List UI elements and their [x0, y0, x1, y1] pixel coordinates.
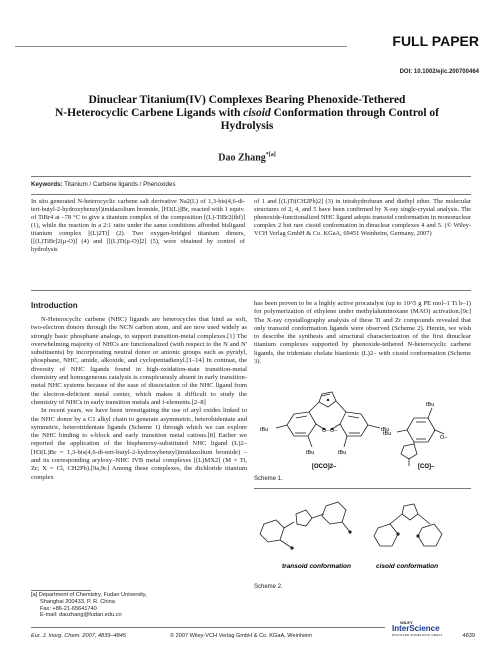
page-number: 4839: [462, 633, 475, 639]
footnote-line-1: [a] Department of Chemistry, Fudan University,: [31, 592, 147, 598]
keywords-label: Keywords:: [31, 181, 63, 188]
abstract-right-text: of 1 and [(L)Ti(CH2Ph)2] (3) in tetrahydrofuran and diethyl ether. The molecular structures of 2, 4, and 5 have been confirmed by X-ray single-crystal analysis. The phenoxide-functionalized NHC ligand adopts transoid conformation in mononuclear complex 2 but rare cisoid conformation in dinuclear complexes 4 and 5.: [254, 198, 471, 230]
scheme-1-caption: Scheme 1.: [254, 476, 283, 482]
right-phenyl-ring: [340, 412, 368, 436]
co-imidazole-ring: [401, 444, 417, 459]
title-line-2: N-Heterocyclic Carbene Ligands with cisoid Conformation through Control of: [55, 107, 439, 119]
tbu-label-4: tBu: [381, 427, 390, 433]
keywords-top-rule: [31, 176, 471, 177]
cisoid-label: cisoid conformation: [376, 563, 439, 570]
transoid-label: transoid conformation: [282, 563, 351, 570]
keywords-bottom-rule: [31, 194, 471, 195]
tbu-label-1: tBu: [260, 427, 269, 433]
footnote-line-2: Shanghai 200433, P. R. China: [40, 598, 115, 605]
header-rule: [15, 46, 347, 47]
scheme-1-rule: [254, 488, 471, 489]
intro-paragraph-2: In recent years, we have been investigating the use of aryl oxides linked to the NHC donor by a C1 alkyl chain to generate asymmetric, heterobidentate and symmetric, heterotridentate ligands (Scheme 1) through which we can explore the NHC binding to s-block and early transition metal cations.[8] Earlier we reported the application of the bisphenoxy-substituted NHC ligand (L)2– [H3(L)Br = 1,3-bis(4,6-di-tert-butyl-2-hydroxybenzyl)imidazolium bromide) – and its corresponding aryloxy–NHC IVB metal complexes [(L)MX2] (M = Ti, Zr; X = Cl, CH2Ph).[9a,9c] Among these complexes, the dichloride titanium complex: [31, 407, 247, 481]
footer-journal-citation: Eur. J. Inorg. Chem. 2007, 4839–4845: [31, 633, 126, 639]
transoid-ring-left: [260, 520, 284, 542]
wiley-interscience-logo[interactable]: [392, 620, 452, 637]
section-heading-introduction: Introduction: [31, 301, 78, 310]
scheme-1-label-oco: [OCO]2–: [312, 464, 337, 470]
scheme-1-label-co: [CO]–: [418, 464, 435, 470]
interscience-wordmark: InterScience: [392, 624, 440, 633]
introduction-body: [31, 316, 247, 590]
title-line-1: Dinuclear Titanium(IV) Complexes Bearing Phenoxide-Tethered: [88, 94, 406, 106]
title-line-3: Hydrolysis: [220, 120, 274, 132]
scheme-2-figure: [254, 494, 474, 574]
abstract-rule: [31, 290, 471, 291]
abstract-copyright: (© Wiley-VCH Verlag GmbH & Co. KGaA, 69451 Weinheim, Germany, 2007): [254, 222, 471, 238]
footnote-line-3: Fax: +86-21-65641740: [40, 605, 97, 612]
tbu-label-2: tBu: [306, 450, 315, 456]
cisoid-imidazole: [402, 504, 418, 520]
o-minus-left: O–: [322, 428, 330, 434]
article-title: [20, 94, 474, 133]
cisoid-ring-right: [418, 524, 442, 546]
footnote-rule: [31, 590, 91, 591]
keywords-list: Titanium / Carbene ligands / Phenoxides: [64, 181, 176, 188]
tbu-label-5: tBu: [426, 402, 435, 408]
footnote-email[interactable]: E-mail: daozhang@fudan.edu.cn: [40, 612, 122, 619]
wiley-wordmark: WILEY: [400, 620, 413, 625]
affiliation-footnote: [31, 592, 247, 619]
transoid-imidazole: [296, 510, 312, 526]
footer-copyright: © 2007 Wiley-VCH Verlag GmbH & Co. KGaA, Weinheim: [170, 633, 313, 639]
tbu-label-6: tBu: [383, 431, 392, 437]
scheme-1-figure: [254, 384, 474, 472]
author-name: Dao Zhang: [218, 152, 266, 164]
tbu-label-3: tBu: [338, 450, 347, 456]
scheme-2-caption: Scheme 2.: [254, 584, 283, 590]
cisoid-ring-left: [374, 524, 398, 546]
keywords: [31, 181, 471, 188]
footer-rule: [31, 627, 385, 628]
author-line: [20, 152, 474, 163]
interscience-tagline: DISCOVER SOMETHING GREAT: [392, 633, 443, 637]
o-minus-co: O–: [440, 435, 448, 441]
doi-link[interactable]: DOI: 10.1002/ejic.200700464: [399, 69, 479, 75]
intro-paragraph-1: N-Heterocyclic carbene (NHC) ligands are heterocycles that bind as soft, two-electron donors through the NCN carbon atom, and are now used widely as strongly basic phosphane analogs, to support transition-metal complexes.[1] The overwhelming majority of NHCs are functionalized (with respect to the N and N' substituents) by incorporating neutral donor or anionic groups such as pyridyl, phosphane, NHC, amide, alkoxide, and cyclopentadienyl.[1–14] In contrast, the diversity of NHC ligands found in high-oxidation-state transition-metal chemistry and homogeneous catalysis is conspicuously absent in early transition-metal NHC systems because of the ease of dissociation of the NHC ligand from the electron-deficient metal center, which makes it difficult to study the chemistry of NHCs in early transition metals and f-elements.[2–8]: [31, 316, 247, 406]
section-type-label: FULL PAPER: [392, 33, 479, 49]
abstract-right-column: [254, 198, 471, 278]
transoid-ring-right: [322, 502, 346, 524]
right-column-paragraph: has been proven to be a highly active procatalyst (up to 10^5 g PE mol–1 Ti h–1) for polymerization of ethylene under methylaluminoxane (MAO) activation.[9c] The X-ray crystallography analysis of these Ti and Zr compounds revealed that only transoid conformation ligands were observed (Scheme 2). Herein, we wish to describe the synthesis and structural characterization of the first dinuclear titanium complexes supported by phenoxide-tethered N-heterocyclic carbene ligands, the tridentate chelate bianionic (L)2– with cisoid conformation (Scheme 3).: [254, 300, 471, 366]
author-affiliation-marker[interactable]: *[a]: [265, 152, 276, 158]
left-phenyl-ring: [287, 412, 316, 436]
o-minus-right: O–: [330, 428, 338, 434]
abstract-left-column: In situ generated N-heterocyclic carbene salt derivative Na2(L) of 1,3-bis(4,6-di-tert-butyl-2-hydroxybenzyl)imidazolium bromide, [H3(L)]Br, reacted with 1 equiv. of TiBr4 at –78 °C to give a titanium complex of the composition [(L)-TiBr2(thf)] (1), while the reaction in a 2:1 ratio under the same conditions afforded bisligand titanium complex [(L)2Ti] (2). Two oxygen-bridged titanium dimers, [[(L)TiBr]2(μ-O)] (4) and [[(L)Ti(μ-O)]2] (5), were obtained by control of hydrolysis: [31, 198, 245, 254]
